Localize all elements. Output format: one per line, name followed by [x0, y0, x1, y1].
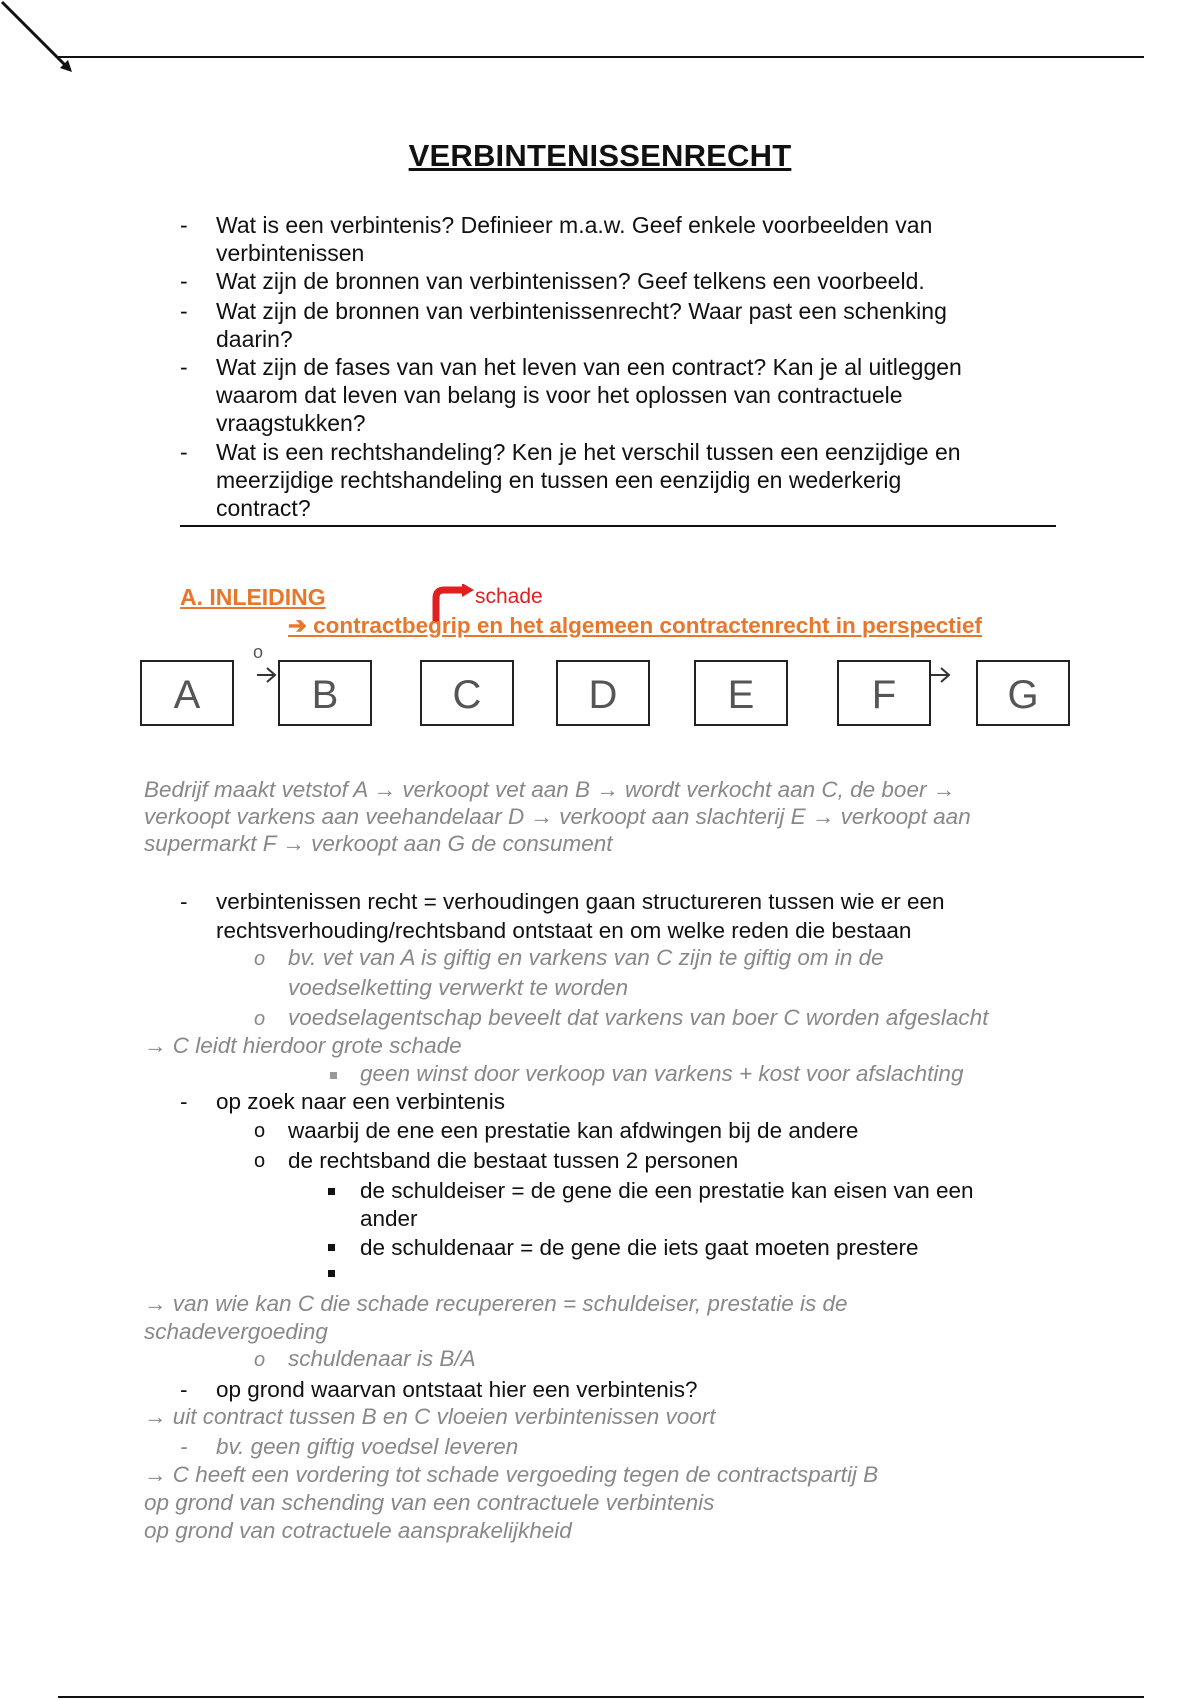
example-line: Bedrijf maakt vetstof A → verkoopt vet aan B → wordt verkocht aan C, de boer → [144, 777, 956, 802]
note-search-item: waarbij de ene een prestatie kan afdwingen bij de andere [288, 1118, 859, 1143]
note-consequence: → C leidt hierdoor grote schade [144, 1033, 462, 1058]
page-title: VERBINTENISSENRECHT [408, 138, 792, 173]
note-basis-example: bv. geen giftig voedsel leveren [216, 1434, 519, 1459]
chain-box-e: E [694, 660, 788, 726]
note-party: de schuldeiser = de gene die een prestatie kan eisen van een [360, 1178, 974, 1203]
note-recovery: schadevergoeding [144, 1319, 328, 1344]
arrow-right-icon [256, 664, 280, 686]
section-subheading: ➔ contractbegrip en het algemeen contractenrecht in perspectief [288, 613, 983, 638]
section-heading: A. INLEIDING [180, 584, 326, 610]
circle-bullet: o [254, 1008, 266, 1030]
circle-bullet: o [254, 1120, 266, 1142]
dash-bullet: - [180, 889, 188, 914]
chain-box-f: F [837, 660, 931, 726]
chain-box-d: D [556, 660, 650, 726]
square-bullet [328, 1244, 335, 1251]
arrow-right-icon [930, 664, 954, 686]
note-party: ander [360, 1206, 418, 1231]
example-line: supermarkt F → verkoopt aan G de consument [144, 831, 613, 856]
question-item: - Wat zijn de fases van van het leven van een contract? Kan je al uitleggen waarom dat leven van belang is voor het oplossen van contractuele vraagstukken? [180, 354, 962, 436]
chain-box-c: C [420, 660, 514, 726]
chain-box-b: B [278, 660, 372, 726]
note-example: bv. vet van A is giftig en varkens van C zijn te giftig om in de [288, 945, 884, 970]
note-debtor: schuldenaar is B/A [288, 1346, 476, 1371]
chain-box-g: G [976, 660, 1070, 726]
note-definition: verbintenissen recht = verhoudingen gaan structureren tussen wie er een [216, 889, 945, 914]
square-bullet [328, 1270, 335, 1277]
circle-bullet: o [254, 1349, 266, 1371]
top-rule [58, 56, 1144, 58]
dash-bullet: - [180, 1434, 188, 1459]
note-basis-answer: → uit contract tussen B en C vloeien verbintenissen voort [144, 1404, 716, 1429]
note-search-item: de rechtsband die bestaat tussen 2 personen [288, 1148, 739, 1173]
note-basis: op grond waarvan ontstaat hier een verbintenis? [216, 1377, 698, 1402]
square-bullet [328, 1188, 335, 1195]
annotation-schade: schade [475, 585, 543, 608]
chain-circle-mark: o [253, 642, 264, 662]
example-line: verkoopt varkens aan veehandelaar D → verkoopt aan slachterij E → verkoopt aan [144, 804, 971, 829]
note-example: voedselagentschap beveelt dat varkens van boer C worden afgeslacht [288, 1005, 989, 1030]
note-claim: op grond van cotractuele aansprakelijkheid [144, 1518, 572, 1543]
section-rule [180, 525, 1056, 527]
question-item: - Wat is een rechtshandeling? Ken je het verschil tussen een eenzijdige en meerzijdige rechtshandeling en tussen een eenzijdig en wederkerig contract? [180, 439, 961, 521]
dash-bullet: - [180, 1377, 188, 1402]
note-detail: geen winst door verkoop van varkens + kost voor afslachting [360, 1061, 964, 1086]
bottom-rule [58, 1696, 1144, 1698]
question-item: - Wat zijn de bronnen van verbintenissen? Geef telkens een voorbeeld. [180, 268, 925, 294]
question-item: - Wat zijn de bronnen van verbintenissenrecht? Waar past een schenking daarin? [180, 298, 947, 352]
question-item: - Wat is een verbintenis? Definieer m.a.w. Geef enkele voorbeelden van verbintenissen [180, 212, 933, 266]
circle-bullet: o [254, 1150, 266, 1172]
note-recovery: → van wie kan C die schade recupereren = schuldeiser, prestatie is de [144, 1291, 848, 1316]
note-definition: rechtsverhouding/rechtsband ontstaat en om welke reden die bestaan [216, 918, 912, 943]
note-party: de schuldenaar = de gene die iets gaat moeten prestere [360, 1235, 919, 1260]
note-claim: → C heeft een vordering tot schade vergoeding tegen de contractspartij B [144, 1462, 879, 1487]
dash-bullet: - [180, 1089, 188, 1114]
chain-box-a: A [140, 660, 234, 726]
note-claim: op grond van schending van een contractuele verbintenis [144, 1490, 715, 1515]
circle-bullet: o [254, 948, 266, 970]
corner-arrow-icon [0, 0, 80, 80]
square-bullet [330, 1072, 337, 1079]
note-search: op zoek naar een verbintenis [216, 1089, 505, 1114]
note-example: voedselketting verwerkt te worden [288, 975, 629, 1000]
